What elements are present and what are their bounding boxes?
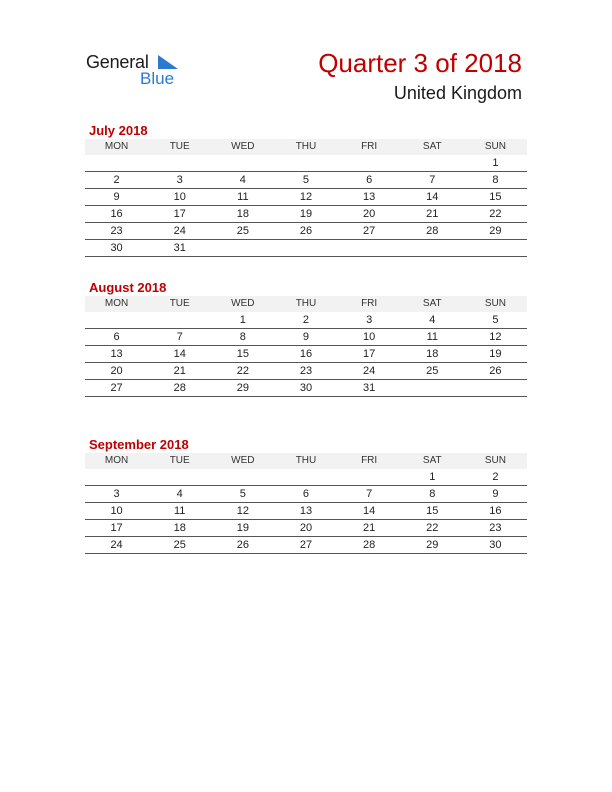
day-cell [274,240,337,257]
day-cell: 28 [148,380,211,397]
day-cell: 30 [274,380,337,397]
day-cell [85,469,148,486]
day-cell: 24 [338,363,401,380]
weekday-header: MON [85,453,148,469]
logo-text-blue: Blue [140,69,175,88]
day-cell: 25 [211,223,274,240]
week-row [85,189,527,206]
week-row [85,240,527,257]
day-cell: 10 [338,329,401,346]
day-cell: 5 [211,486,274,503]
day-cell [85,155,148,172]
day-cell: 8 [401,486,464,503]
day-cell: 23 [464,520,527,537]
week-row [85,346,527,363]
day-cell: 20 [274,520,337,537]
day-cell: 11 [211,189,274,206]
day-cell: 3 [338,312,401,329]
week-row [85,380,527,397]
day-cell: 19 [464,346,527,363]
weekday-header: FRI [338,453,401,469]
day-cell: 7 [401,172,464,189]
weekday-header: SAT [401,296,464,312]
day-cell: 3 [85,486,148,503]
day-cell: 10 [85,503,148,520]
day-cell [211,469,274,486]
week-row [85,155,527,172]
month-name: August 2018 [89,280,167,295]
day-cell: 16 [85,206,148,223]
month-grid [85,453,527,554]
day-cell: 17 [85,520,148,537]
month-name: July 2018 [89,123,148,138]
day-cell [148,469,211,486]
day-cell: 29 [464,223,527,240]
month-name: September 2018 [89,437,189,452]
day-cell: 6 [274,486,337,503]
day-cell: 16 [274,346,337,363]
day-cell: 25 [401,363,464,380]
logo-text-general: General [86,52,149,72]
day-cell: 14 [148,346,211,363]
weekday-header: SUN [464,453,527,469]
day-cell: 19 [274,206,337,223]
week-row [85,312,527,329]
day-cell: 27 [85,380,148,397]
weekday-header: WED [211,296,274,312]
day-cell: 24 [85,537,148,554]
weekday-header: SUN [464,296,527,312]
day-cell: 13 [338,189,401,206]
day-cell: 4 [148,486,211,503]
day-cell: 17 [148,206,211,223]
day-cell: 12 [211,503,274,520]
day-cell [464,240,527,257]
day-cell: 6 [85,329,148,346]
day-cell [401,240,464,257]
month-calendar-july [85,122,527,257]
day-cell: 14 [338,503,401,520]
weekday-header: SAT [401,453,464,469]
day-cell: 18 [401,346,464,363]
day-cell: 7 [338,486,401,503]
day-cell: 9 [274,329,337,346]
day-cell: 8 [464,172,527,189]
day-cell: 2 [85,172,148,189]
day-cell: 29 [211,380,274,397]
day-cell [274,155,337,172]
day-cell: 21 [338,520,401,537]
day-cell [211,240,274,257]
day-cell: 30 [85,240,148,257]
week-row [85,486,527,503]
weekday-header: FRI [338,296,401,312]
day-cell: 23 [85,223,148,240]
day-cell: 16 [464,503,527,520]
day-cell: 14 [401,189,464,206]
day-cell: 12 [274,189,337,206]
weekday-header: THU [274,453,337,469]
day-cell: 9 [464,486,527,503]
day-cell: 18 [148,520,211,537]
day-cell: 1 [401,469,464,486]
weekday-header: THU [274,139,337,155]
weekday-header: MON [85,296,148,312]
weekday-header: FRI [338,139,401,155]
weekday-header: TUE [148,453,211,469]
day-cell: 31 [148,240,211,257]
weekday-header: WED [211,139,274,155]
day-cell: 1 [211,312,274,329]
week-row [85,469,527,486]
day-cell: 10 [148,189,211,206]
day-cell [338,469,401,486]
day-cell [85,312,148,329]
day-cell: 31 [338,380,401,397]
day-cell: 13 [274,503,337,520]
day-cell: 30 [464,537,527,554]
week-row [85,537,527,554]
day-cell: 5 [274,172,337,189]
day-cell: 6 [338,172,401,189]
day-cell: 1 [464,155,527,172]
week-row [85,172,527,189]
day-cell: 4 [401,312,464,329]
day-cell: 21 [401,206,464,223]
weekday-header: TUE [148,139,211,155]
day-cell: 22 [401,520,464,537]
weekday-header: SUN [464,139,527,155]
day-cell [338,155,401,172]
day-cell [401,155,464,172]
day-cell [148,155,211,172]
day-cell: 13 [85,346,148,363]
day-cell: 11 [148,503,211,520]
day-cell: 22 [211,363,274,380]
day-cell [274,469,337,486]
page-title: Quarter 3 of 2018 [318,48,522,78]
day-cell [401,380,464,397]
month-grid [85,296,527,397]
day-cell: 8 [211,329,274,346]
month-calendar-august [85,279,527,397]
day-cell: 9 [85,189,148,206]
day-cell: 29 [401,537,464,554]
week-row [85,206,527,223]
weekday-header: THU [274,296,337,312]
day-cell: 15 [464,189,527,206]
month-calendar-september [85,436,527,554]
day-cell: 26 [274,223,337,240]
day-cell: 22 [464,206,527,223]
logo-flag-icon [156,54,180,70]
week-row [85,223,527,240]
day-cell: 12 [464,329,527,346]
day-cell: 28 [338,537,401,554]
day-cell: 25 [148,537,211,554]
day-cell: 4 [211,172,274,189]
week-row [85,329,527,346]
day-cell: 17 [338,346,401,363]
week-row [85,503,527,520]
day-cell: 27 [274,537,337,554]
day-cell: 26 [211,537,274,554]
day-cell [211,155,274,172]
weekday-header: WED [211,453,274,469]
day-cell [338,240,401,257]
day-cell: 2 [274,312,337,329]
day-cell: 23 [274,363,337,380]
day-cell: 15 [401,503,464,520]
weekday-header: TUE [148,296,211,312]
day-cell [148,312,211,329]
weekday-header: MON [85,139,148,155]
day-cell: 5 [464,312,527,329]
week-row [85,363,527,380]
country-name: United Kingdom [393,83,522,103]
day-cell: 11 [401,329,464,346]
day-cell: 26 [464,363,527,380]
generalblue-logo [86,52,196,92]
month-grid [85,139,527,257]
day-cell: 18 [211,206,274,223]
day-cell: 27 [338,223,401,240]
weekday-header: SAT [401,139,464,155]
day-cell: 7 [148,329,211,346]
day-cell: 21 [148,363,211,380]
day-cell: 24 [148,223,211,240]
day-cell: 15 [211,346,274,363]
day-cell: 28 [401,223,464,240]
day-cell: 20 [338,206,401,223]
day-cell: 20 [85,363,148,380]
day-cell [464,380,527,397]
day-cell: 19 [211,520,274,537]
day-cell: 3 [148,172,211,189]
week-row [85,520,527,537]
day-cell: 2 [464,469,527,486]
